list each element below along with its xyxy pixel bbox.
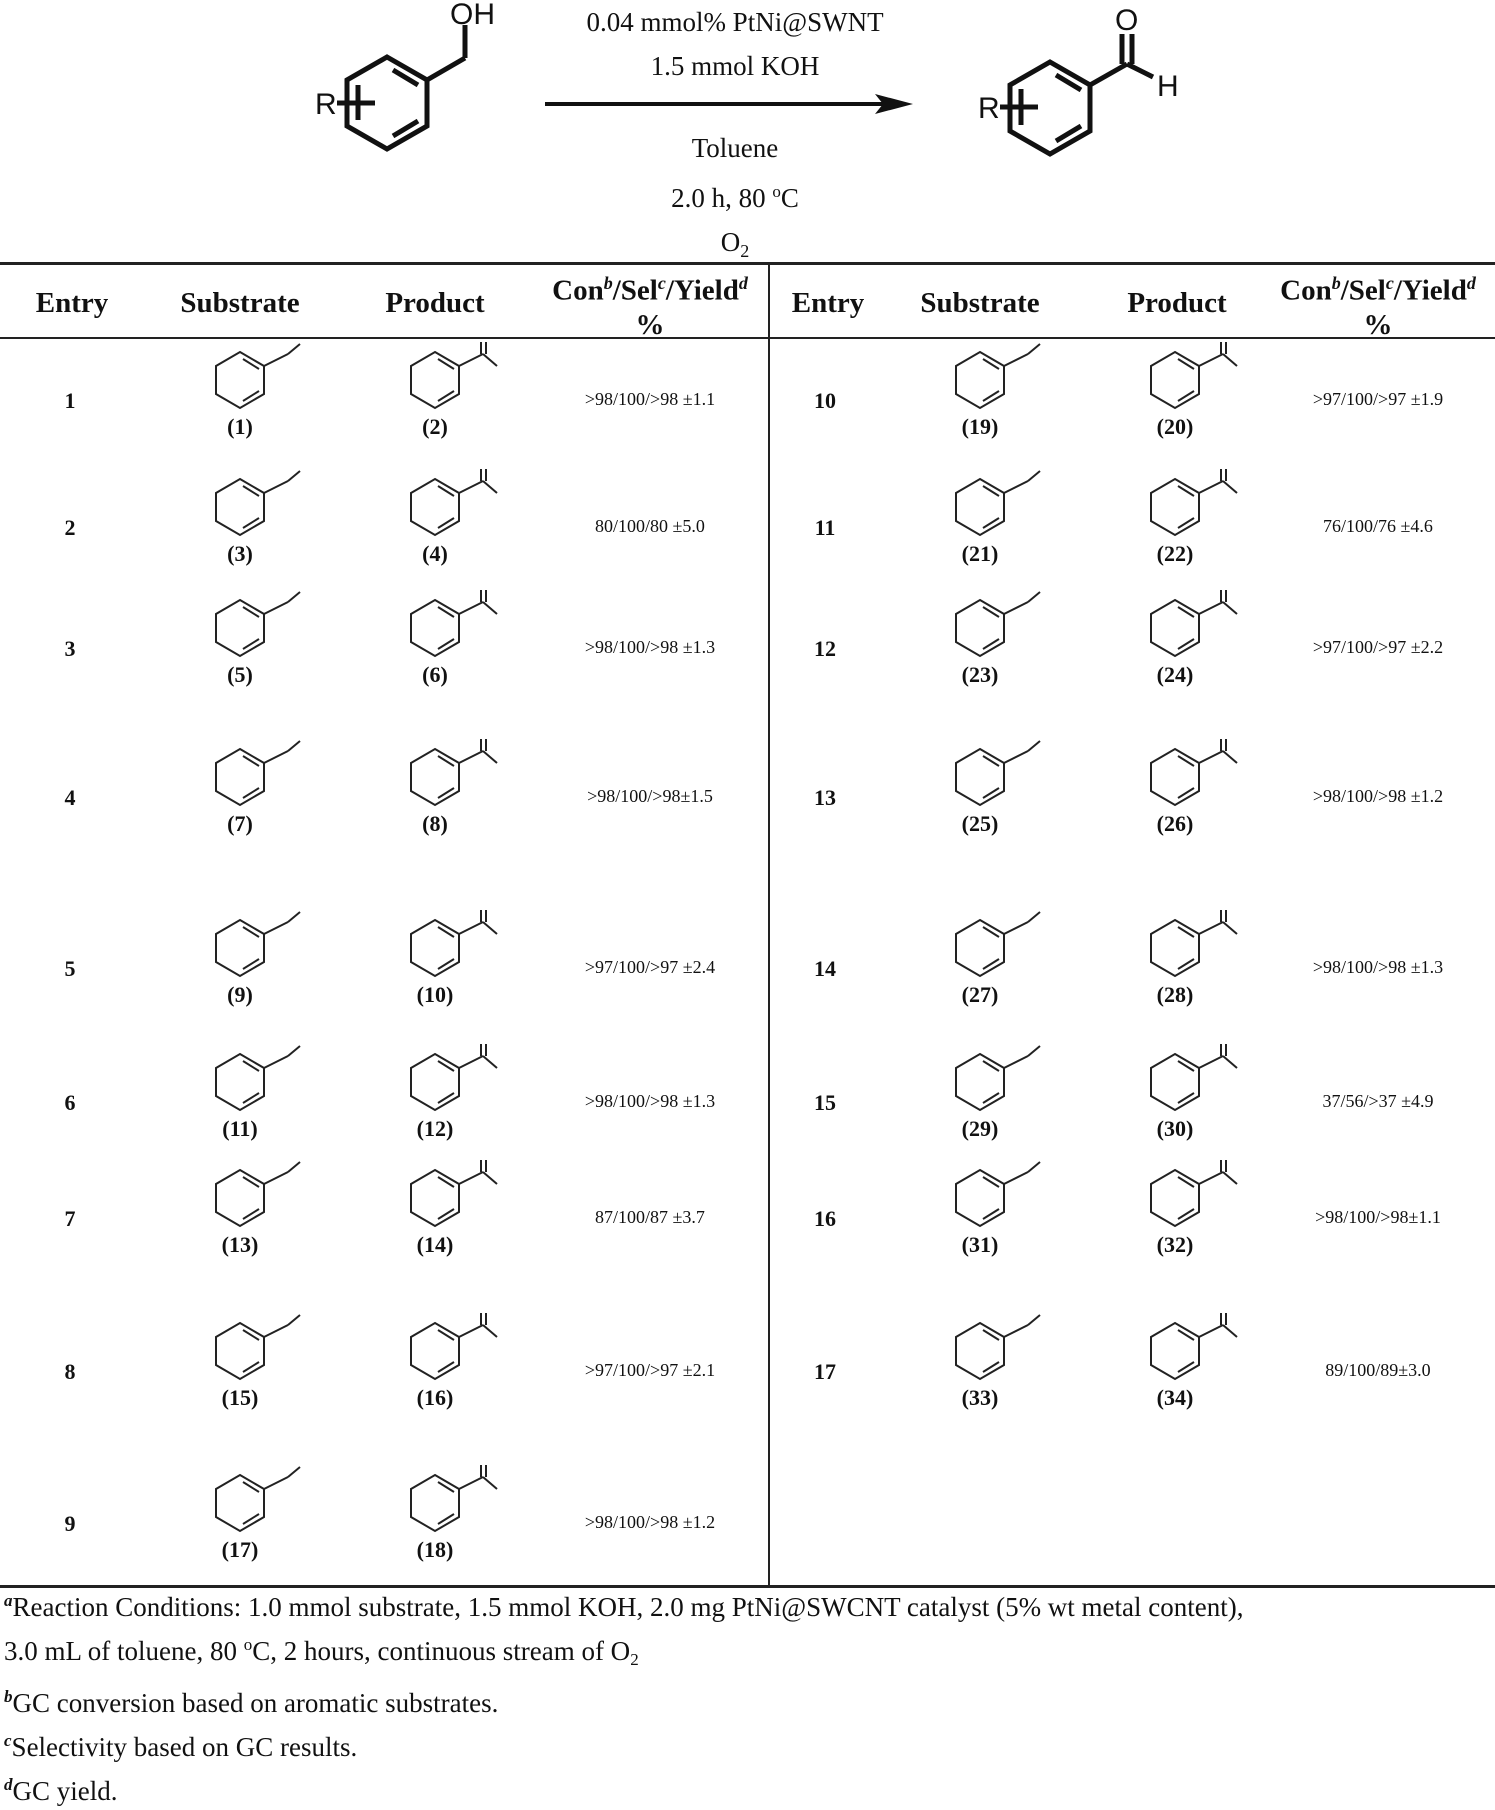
table-top-rule	[0, 262, 1495, 265]
substrate-cell	[880, 1160, 1080, 1258]
header-product-left: Product	[385, 287, 485, 319]
compound-number: (26)	[1156, 811, 1194, 836]
time-temp-label: 2.0 h, 80 $^o$C	[671, 182, 799, 213]
substrate-cell	[140, 1160, 340, 1258]
aldehyde-structure-icon	[345, 1160, 525, 1230]
result-value: 37/56/>37 ±4.9	[1322, 1091, 1434, 1111]
result-value: 87/100/87 ±3.7	[595, 1207, 705, 1227]
result-value: >97/100/>97 ±2.4	[584, 957, 716, 977]
compound-number: (14)	[416, 1232, 454, 1257]
aldehyde-structure-icon	[1085, 342, 1265, 412]
result-value: >98/100/>98 ±1.2	[584, 1512, 716, 1532]
compound-number: (20)	[1156, 414, 1194, 439]
result-value: >98/100/>98 ±1.3	[584, 637, 716, 657]
compound-number: (23)	[961, 662, 999, 687]
aldehyde-structure-icon	[1085, 469, 1265, 539]
entry-number: 1	[64, 388, 76, 413]
result-value: >97/100/>97 ±1.9	[1312, 389, 1444, 409]
header-metric-right: Con$^b$/Sel$^c$/Yield$^d$ %	[1280, 273, 1476, 341]
aldehyde-structure-icon	[1085, 590, 1265, 660]
product-cell	[1075, 1160, 1275, 1258]
aldehyde-structure-icon	[345, 910, 525, 980]
substrate-cell	[140, 739, 340, 837]
aldehyde-structure-icon	[345, 342, 525, 412]
product-cell	[335, 469, 535, 567]
aldehyde-structure-icon	[345, 1044, 525, 1114]
result-value: >98/100/>98 ±1.2	[1312, 786, 1444, 806]
substrate-cell	[140, 590, 340, 688]
product-cell	[1075, 342, 1275, 440]
compound-number: (24)	[1156, 662, 1194, 687]
entry-number: 15	[814, 1090, 836, 1115]
conditions-above	[520, 0, 950, 88]
result-value: 80/100/80 ±5.0	[595, 516, 705, 536]
reaction-scheme	[0, 0, 1495, 260]
substrate-cell	[140, 910, 340, 1008]
alcohol-structure-icon	[150, 342, 330, 412]
header-metric-left: Con$^b$/Sel$^c$/Yield$^d$ %	[552, 273, 748, 341]
product-cell	[1075, 469, 1275, 567]
substrate-cell	[140, 342, 340, 440]
product-cell	[335, 739, 535, 837]
entry-number: 2	[64, 515, 76, 540]
compound-number: (25)	[961, 811, 999, 836]
compound-number: (3)	[227, 541, 253, 566]
aldehyde-structure-icon	[345, 590, 525, 660]
compound-number: (29)	[961, 1116, 999, 1141]
compound-number: (13)	[221, 1232, 259, 1257]
alcohol-structure-icon	[890, 469, 1070, 539]
entry-number: 8	[64, 1359, 76, 1384]
footnote-d: $^d$GC yield.	[4, 1775, 118, 1806]
entry-number: 6	[64, 1090, 76, 1115]
product-cell	[1075, 910, 1275, 1008]
alcohol-structure-icon	[890, 590, 1070, 660]
aldehyde-structure-icon	[1085, 1313, 1265, 1383]
alcohol-structure-icon	[890, 1044, 1070, 1114]
compound-number: (21)	[961, 541, 999, 566]
alcohol-structure-icon	[890, 342, 1070, 412]
table-column-divider	[768, 262, 770, 1585]
substrate-cell	[880, 469, 1080, 567]
base-label: 1.5 mmol KOH	[650, 51, 820, 81]
entry-number: 10	[814, 388, 836, 413]
table-footnotes	[4, 1582, 1244, 1810]
alcohol-structure-icon	[890, 739, 1070, 809]
alcohol-structure-icon	[150, 1160, 330, 1230]
alcohol-structure-icon	[150, 1044, 330, 1114]
compound-number: (5)	[227, 662, 253, 687]
product-cell	[1075, 1044, 1275, 1142]
entry-number: 12	[814, 636, 836, 661]
aldehyde-structure-icon	[345, 739, 525, 809]
conditions-below	[520, 126, 950, 273]
result-value: 89/100/89±3.0	[1325, 1360, 1431, 1380]
substrate-cell	[140, 469, 340, 567]
compound-number: (7)	[227, 811, 253, 836]
catalyst-label: 0.04 mmol% PtNi@SWNT	[586, 7, 884, 37]
aldehyde-structure-icon	[345, 1465, 525, 1535]
product-cell	[335, 1465, 535, 1563]
compound-number: (31)	[961, 1232, 999, 1257]
compound-number: (15)	[221, 1385, 259, 1410]
substrate-cell	[880, 910, 1080, 1008]
result-value: >98/100/>98 ±1.3	[584, 1091, 716, 1111]
header-substrate-right: Substrate	[920, 287, 1040, 319]
aldehyde-structure-icon	[1085, 1044, 1265, 1114]
result-value: >98/100/>98 ±1.1	[584, 389, 716, 409]
compound-number: (17)	[221, 1537, 259, 1562]
header-entry-right: Entry	[791, 287, 865, 319]
substrate-cell	[140, 1044, 340, 1142]
aldehyde-structure-icon	[1085, 910, 1265, 980]
compound-number: (22)	[1156, 541, 1194, 566]
product-cell	[335, 590, 535, 688]
entry-number: 5	[64, 956, 76, 981]
alcohol-structure-icon	[150, 1465, 330, 1535]
entry-number: 7	[64, 1206, 76, 1231]
result-value: 76/100/76 ±4.6	[1323, 516, 1433, 536]
product-cell	[335, 1044, 535, 1142]
compound-number: (11)	[222, 1116, 258, 1141]
alcohol-structure-icon	[150, 910, 330, 980]
entry-number: 4	[64, 785, 76, 810]
entry-number: 13	[814, 785, 836, 810]
svg-text:O: O	[1115, 4, 1139, 37]
compound-number: (4)	[422, 541, 448, 566]
compound-number: (32)	[1156, 1232, 1194, 1257]
compound-number: (6)	[422, 662, 448, 687]
result-value: >98/100/>98±1.1	[1315, 1207, 1441, 1227]
product-cell	[335, 910, 535, 1008]
alcohol-structure-icon	[150, 1313, 330, 1383]
reactant-structure-icon	[300, 0, 500, 170]
footnote-c: $^c$Selectivity based on GC results.	[4, 1731, 358, 1762]
substrate-cell	[880, 739, 1080, 837]
reaction-arrow-icon	[545, 92, 915, 116]
compound-number: (18)	[416, 1537, 454, 1562]
svg-text:R: R	[315, 88, 337, 121]
product-structure-icon	[960, 0, 1190, 170]
alcohol-structure-icon	[150, 469, 330, 539]
product-cell	[335, 342, 535, 440]
compound-number: (1)	[227, 414, 253, 439]
svg-text:R: R	[978, 92, 1000, 125]
entry-number: 9	[64, 1511, 76, 1536]
header-substrate-left: Substrate	[180, 287, 300, 319]
alcohol-structure-icon	[150, 590, 330, 660]
compound-number: (27)	[961, 982, 999, 1007]
compound-number: (10)	[416, 982, 454, 1007]
substrate-cell	[140, 1465, 340, 1563]
compound-number: (19)	[961, 414, 999, 439]
compound-number: (30)	[1156, 1116, 1194, 1141]
substrate-cell	[880, 342, 1080, 440]
svg-text:OH: OH	[450, 0, 495, 31]
alcohol-structure-icon	[890, 1160, 1070, 1230]
compound-number: (34)	[1156, 1385, 1194, 1410]
alcohol-structure-icon	[890, 1313, 1070, 1383]
product-cell	[1075, 590, 1275, 688]
aldehyde-structure-icon	[1085, 1160, 1265, 1230]
alcohol-structure-icon	[890, 910, 1070, 980]
footnote-a-cont: 3.0 mL of toluene, 80 $^o$C, 2 hours, continuous stream of $O_2$	[4, 1635, 639, 1669]
entry-number: 17	[814, 1359, 836, 1384]
entry-number: 11	[814, 515, 836, 540]
aldehyde-structure-icon	[345, 469, 525, 539]
compound-number: (8)	[422, 811, 448, 836]
product-cell	[335, 1313, 535, 1411]
product-cell	[1075, 1313, 1275, 1411]
alcohol-structure-icon	[150, 739, 330, 809]
substrate-cell	[880, 590, 1080, 688]
entry-number: 3	[64, 636, 76, 661]
compound-number: (16)	[416, 1385, 454, 1410]
footnote-b: $^b$GC conversion based on aromatic substrates.	[4, 1687, 499, 1718]
product-cell	[1075, 739, 1275, 837]
gas-label: $O_2$	[720, 227, 750, 261]
compound-number: (28)	[1156, 982, 1194, 1007]
result-value: >98/100/>98±1.5	[587, 786, 713, 806]
result-value: >97/100/>97 ±2.2	[1312, 637, 1444, 657]
header-product-right: Product	[1127, 287, 1227, 319]
result-value: >97/100/>97 ±2.1	[584, 1360, 716, 1380]
solvent-label: Toluene	[691, 133, 779, 163]
product-cell	[335, 1160, 535, 1258]
result-value: >98/100/>98 ±1.3	[1312, 957, 1444, 977]
compound-number: (9)	[227, 982, 253, 1007]
compound-number: (33)	[961, 1385, 999, 1410]
substrate-cell	[880, 1044, 1080, 1142]
entry-number: 16	[814, 1206, 836, 1231]
compound-number: (2)	[422, 414, 448, 439]
entry-number: 14	[814, 956, 836, 981]
substrate-cell	[140, 1313, 340, 1411]
svg-text:H: H	[1157, 70, 1179, 103]
footnote-a: $^a$Reaction Conditions: 1.0 mmol substrate, 1.5 mmol KOH, 2.0 mg PtNi@SWCNT catalyst (5% wt metal content),	[4, 1591, 1244, 1622]
aldehyde-structure-icon	[345, 1313, 525, 1383]
header-entry-left: Entry	[35, 287, 109, 319]
aldehyde-structure-icon	[1085, 739, 1265, 809]
compound-number: (12)	[416, 1116, 454, 1141]
substrate-cell	[880, 1313, 1080, 1411]
